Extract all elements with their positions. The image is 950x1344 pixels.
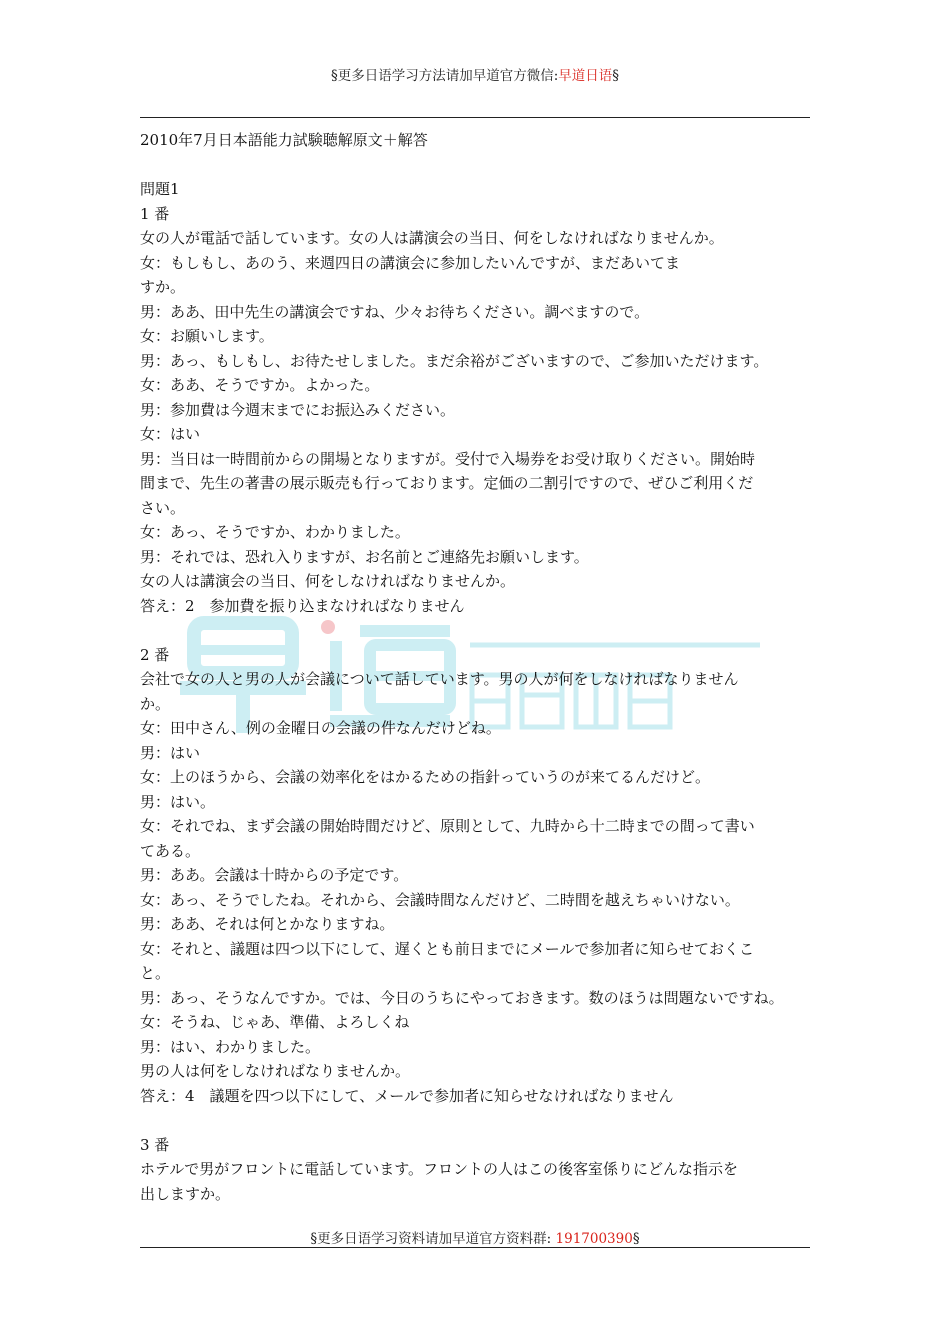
question-2-transcript xyxy=(140,667,820,1108)
footer-suffix: § xyxy=(632,1231,640,1247)
transcript-line: 答え：4 議題を四つ以下にして、メールで参加者に知らせなければなりません xyxy=(140,1086,674,1105)
transcript-line: 男：参加費は今週末までにお振込みください。 xyxy=(140,400,456,419)
question-3-number: 3 番 xyxy=(140,1135,170,1154)
footer-text: §更多日语学习资料请加早道官方资料群: xyxy=(310,1231,556,1247)
question-2-number: 2 番 xyxy=(140,645,170,664)
transcript-line: 男：はい。 xyxy=(140,792,216,811)
header-highlight: 早道日语 xyxy=(558,68,613,84)
transcript-line: 女：お願いします。 xyxy=(140,327,274,345)
transcript-line: すか。 xyxy=(140,278,186,296)
transcript-line: 男：はい xyxy=(140,743,201,762)
header-text: §更多日语学习方法请加早道官方微信: xyxy=(330,68,559,84)
spacer xyxy=(140,1108,820,1133)
transcript-line: 女：田中さん、例の金曜日の会議の件なんだけどね。 xyxy=(140,719,501,737)
transcript-line: 女の人は講演会の当日、何をしなければなりませんか。 xyxy=(140,572,516,590)
question-1-transcript xyxy=(140,226,820,618)
transcript-line: 会社で女の人と男の人が会議について話しています。男の人が何をしなければなりません xyxy=(140,670,739,688)
transcript-line: 女：あっ、そうでしたね。それから、会議時間なんだけど、二時間を越えちゃいけない。 xyxy=(140,890,740,909)
transcript-line: 女：それと、議題は四つ以下にして、遅くとも前日までにメールで参加者に知らせておくこ xyxy=(140,939,754,958)
transcript-line: てある。 xyxy=(140,841,201,860)
footer-highlight: 191700390 xyxy=(555,1231,633,1247)
transcript-line: 女：あっ、そうですか、わかりました。 xyxy=(140,523,410,541)
transcript-line: 女：上のほうから、会議の効率化をはかるための指針っていうのが来てるんだけど。 xyxy=(140,768,711,786)
transcript-line: 出しますか。 xyxy=(140,1184,231,1203)
section-heading: 問題1 xyxy=(140,180,180,198)
transcript-line: 男：ああ。会議は十時からの予定です。 xyxy=(140,866,409,884)
transcript-line: 男：あっ、もしもし、お待たせしました。まだ余裕がございますので、ご参加いただけます。 xyxy=(140,351,769,370)
transcript-line: 男：それでは、恐れ入りますが、お名前とご連絡先お願いします。 xyxy=(140,547,589,566)
transcript-line: か。 xyxy=(140,694,171,713)
transcript-line: ホテルで男がフロントに電話しています。フロントの人はこの後客室係りにどんな指示を xyxy=(140,1160,739,1178)
header-rule xyxy=(140,117,810,118)
transcript-line: 男：はい、わかりました。 xyxy=(140,1037,321,1056)
question-3-transcript xyxy=(140,1157,820,1206)
header-suffix: § xyxy=(612,68,620,84)
transcript-line: 女：ああ、そうですか。よかった。 xyxy=(140,376,380,394)
spacer xyxy=(140,618,820,643)
transcript-line: 男：ああ、それは何とかなりますね。 xyxy=(140,915,395,933)
footer-rule xyxy=(140,1247,810,1248)
transcript-line: 女の人が電話で話しています。女の人は講演会の当日、何をしなければなりませんか。 xyxy=(140,229,724,247)
transcript-line: 男：あっ、そうなんですか。では、今日のうちにやっておきます。数のほうは問題ないですね。 xyxy=(140,988,784,1007)
transcript-line: 女：そうね、じゃあ、準備、よろしくね xyxy=(140,1013,410,1031)
transcript-line: さい。 xyxy=(140,498,186,517)
transcript-line: 女：それでね、まず会議の開始時間だけど、原則として、九時から十二時までの間って書い xyxy=(140,817,755,835)
transcript-line: 男の人は何をしなければなりませんか。 xyxy=(140,1062,411,1080)
transcript-line: 間まで、先生の著書の展示販売も行っております。定価の二割引ですので、ぜひご利用くだ xyxy=(140,474,754,492)
document-body xyxy=(140,128,820,1206)
transcript-line: 答え：2 参加費を振り込まなければなりません xyxy=(140,596,465,615)
page-footer xyxy=(0,1227,950,1247)
transcript-line: 女：もしもし、あのう、来週四日の講演会に参加したいんですが、まだあいてま xyxy=(140,253,681,272)
document-title: 2010年7月日本語能力試験聴解原文＋解答 xyxy=(140,131,428,149)
question-1-number: 1 番 xyxy=(140,204,170,223)
page-header xyxy=(0,64,950,84)
transcript-line: 女：はい xyxy=(140,425,201,443)
transcript-line: 男：当日は一時間前からの開場となりますが。受付で入場券をお受け取りください。開始時 xyxy=(140,449,756,468)
transcript-line: 男：ああ、田中先生の講演会ですね、少々お待ちください。調べますので。 xyxy=(140,302,650,321)
transcript-line: と。 xyxy=(140,964,171,982)
